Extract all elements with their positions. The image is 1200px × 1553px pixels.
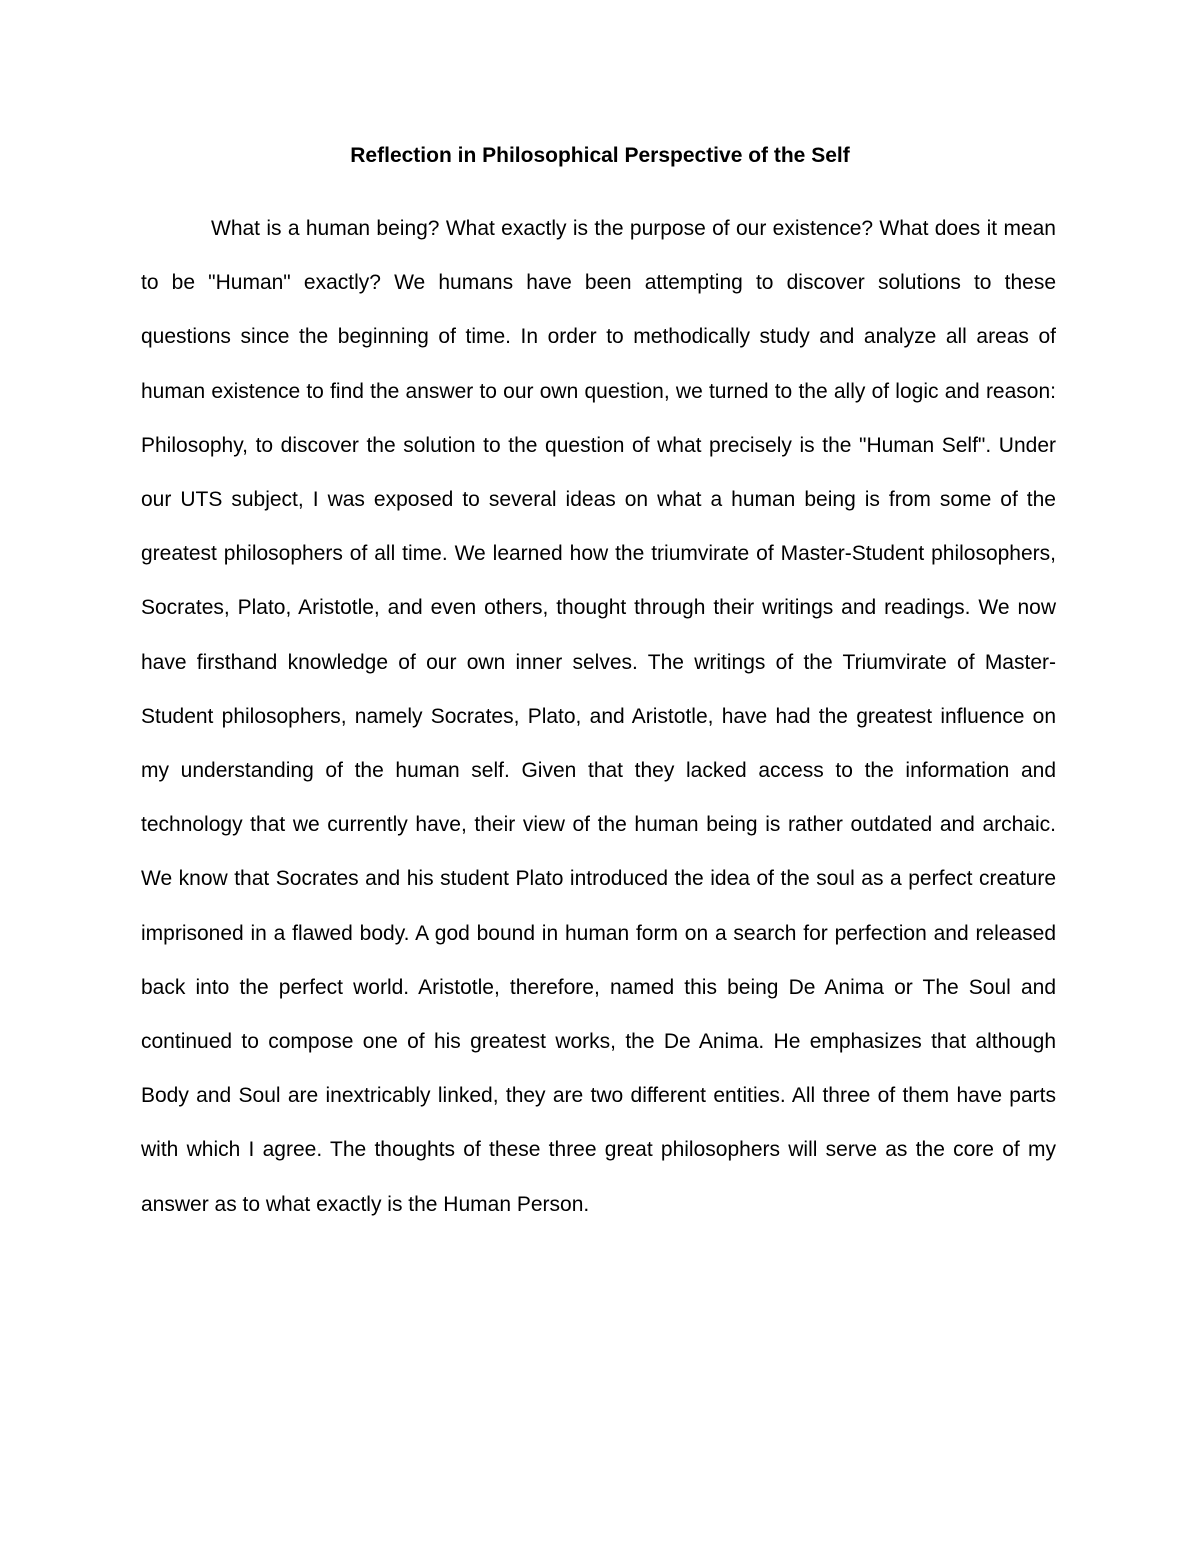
document-title: Reflection in Philosophical Perspective of the Self — [350, 144, 850, 167]
body-paragraph: What is a human being? What exactly is the purpose of our existence? What does it mean to be "Human" exactly? We humans have been attempting to discover solutions to these questions since the beginning of time. In order to methodically study and analyze all areas of human existence to find the answer to our own question, we turned to the ally of logic and reason: Philosophy, to discover the solution to the question of what precisely is the "Human Self". Under our UTS subject, I was exposed to several ideas on what a human being is from some of the greatest philosophers of all time. We learned how the triumvirate of Master-Student philosophers, Socrates, Plato, Aristotle, and even others, thought through their writings and readings. We now have firsthand knowledge of our own inner selves. The writings of the Triumvirate of Master-Student philosophers, namely Socrates, Plato, and Aristotle, have had the greatest influence on my understanding of the human self. Given that they lacked access to the information and technology that we currently have, their view of the human being is rather outdated and archaic. We know that Socrates and his student Plato introduced the idea of the soul as a perfect creature imprisoned in a flawed body. A god bound in human form on a search for perfection and released back into the perfect world. Aristotle, therefore, named this being De Anima or The Soul and continued to compose one of his greatest works, the De Anima. He emphasizes that although Body and Soul are inextricably linked, they are two different entities. All three of them have parts with which I agree. The thoughts of these three great philosophers will serve as the core of my answer as to what exactly is the Human Person. — [141, 217, 1056, 1216]
